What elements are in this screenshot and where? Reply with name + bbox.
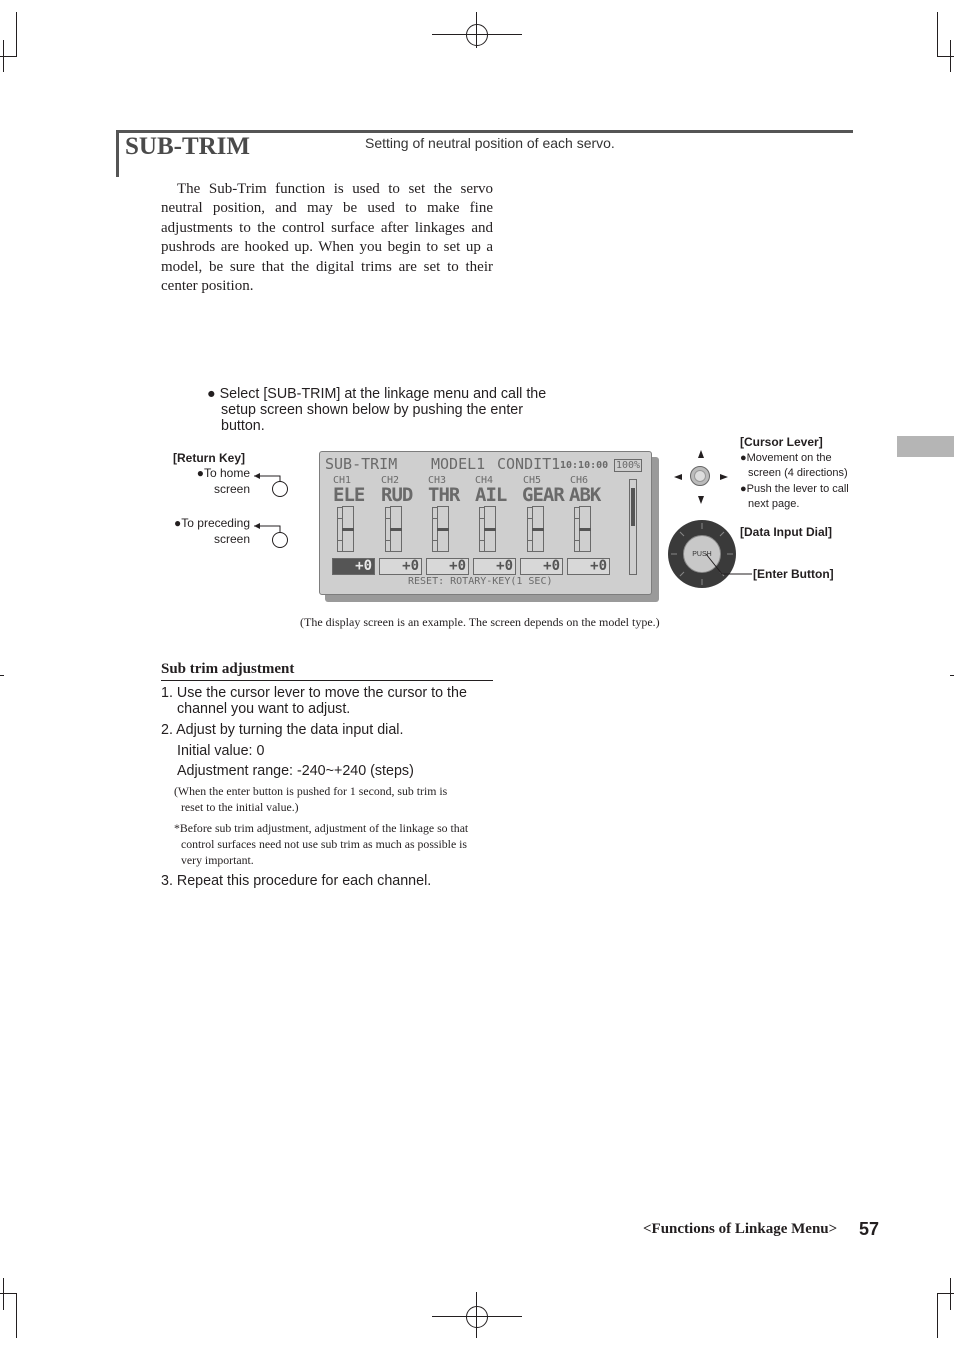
reset-note: (When the enter button is pushed for 1 second, sub trim is reset to the initial value.) <box>174 784 448 814</box>
ch6-trim-bar <box>579 506 591 552</box>
step-3: 3. Repeat this procedure for each channel. <box>161 873 432 889</box>
ch1-value[interactable]: +0 <box>332 558 375 575</box>
section-rule <box>161 680 493 681</box>
data-input-dial-label: [Data Input Dial] <box>740 525 832 539</box>
ch4-name: AIL <box>475 484 507 506</box>
ch2-trim-bar <box>390 506 402 552</box>
screen-scrollbar[interactable] <box>629 479 637 575</box>
screen-reset-hint: RESET: ROTARY-KEY(1 SEC) <box>408 576 553 587</box>
scrollbar-thumb[interactable] <box>631 488 635 526</box>
step-2: 2. Adjust by turning the data input dial. <box>161 722 404 738</box>
screen-title: SUB-TRIM <box>325 455 398 473</box>
linkage-note: *Before sub trim adjustment, adjustment of the linkage so that control surfaces need not use sub trim as much as possible is very important. <box>174 821 469 867</box>
footer-section-name: <Functions of Linkage Menu> <box>643 1221 838 1237</box>
enter-button[interactable]: PUSH <box>683 535 721 573</box>
home-knob-icon[interactable] <box>272 481 288 497</box>
select-instruction <box>207 386 577 434</box>
ch5-value[interactable]: +0 <box>520 558 563 575</box>
ch5-trim-bar <box>532 506 544 552</box>
ch2-value[interactable]: +0 <box>379 558 422 575</box>
ch6-value[interactable]: +0 <box>567 558 610 575</box>
ch2-name: RUD <box>381 484 413 506</box>
ch4-number: CH4 <box>475 475 494 486</box>
cursor-lever-cap[interactable] <box>694 470 706 482</box>
ch5-name: GEAR <box>522 484 564 506</box>
to-preceding-label: ●To preceding screen <box>174 516 250 546</box>
screen-model: MODEL1 <box>431 455 486 473</box>
select-line-3: button. <box>221 418 265 434</box>
ch4-value[interactable]: +0 <box>473 558 516 575</box>
initial-value: Initial value: 0 <box>177 743 265 759</box>
screen-time: 10:10:00 <box>560 460 609 471</box>
to-home-label: ●To home screen <box>196 466 250 496</box>
screen-condition: CONDIT1 <box>497 455 561 473</box>
ch5-number: CH5 <box>523 475 542 486</box>
enter-button-pointer <box>700 550 760 580</box>
return-key-label: [Return Key] <box>173 451 246 465</box>
ch1-number: CH1 <box>333 475 352 486</box>
lcd-screen <box>319 451 652 595</box>
ch6-number: CH6 <box>570 475 589 486</box>
ch1-name: ELE <box>333 484 365 506</box>
ch3-name: THR <box>428 484 460 506</box>
adjustment-range: Adjustment range: -240~+240 (steps) <box>177 763 414 779</box>
ch6-name: ABK <box>569 484 601 506</box>
enter-button-label: [Enter Button] <box>753 567 834 581</box>
screen-caption: (The display screen is an example. The screen depends on the model type.) <box>300 615 660 629</box>
heading-rule-left <box>116 130 119 177</box>
ch4-trim-bar <box>484 506 496 552</box>
page-number: 57 <box>859 1219 880 1239</box>
page-title: SUB-TRIM <box>125 133 251 160</box>
page-subtitle: Setting of neutral position of each servo. <box>365 135 615 151</box>
intro-paragraph: The Sub-Trim function is used to set the servo neutral position, and may be used to make fine adjustments to the control surface after linkages and pushrods are hooked up. When you begin to set up a model, be sure that the digital trims are set to their center position. <box>161 181 493 295</box>
section-title: Sub trim adjustment <box>161 661 295 677</box>
ch3-value[interactable]: +0 <box>426 558 469 575</box>
ch1-trim-bar <box>342 506 354 552</box>
ch2-number: CH2 <box>381 475 400 486</box>
cursor-lever-labels: [Cursor Lever] ●Movement on the screen (4 directions) ●Push the lever to call next page. <box>740 435 849 510</box>
ch3-number: CH3 <box>428 475 447 486</box>
select-line-2: setup screen shown below by pushing the enter <box>221 402 524 418</box>
screen-battery: 100% <box>616 460 641 471</box>
step-1: 1. Use the cursor lever to move the cursor to the channel you want to adjust. <box>161 685 467 717</box>
select-line-1: ● Select [SUB-TRIM] at the linkage menu and call the <box>207 386 547 402</box>
preceding-knob-icon[interactable] <box>272 532 288 548</box>
side-tab <box>897 436 954 457</box>
ch3-trim-bar <box>437 506 449 552</box>
